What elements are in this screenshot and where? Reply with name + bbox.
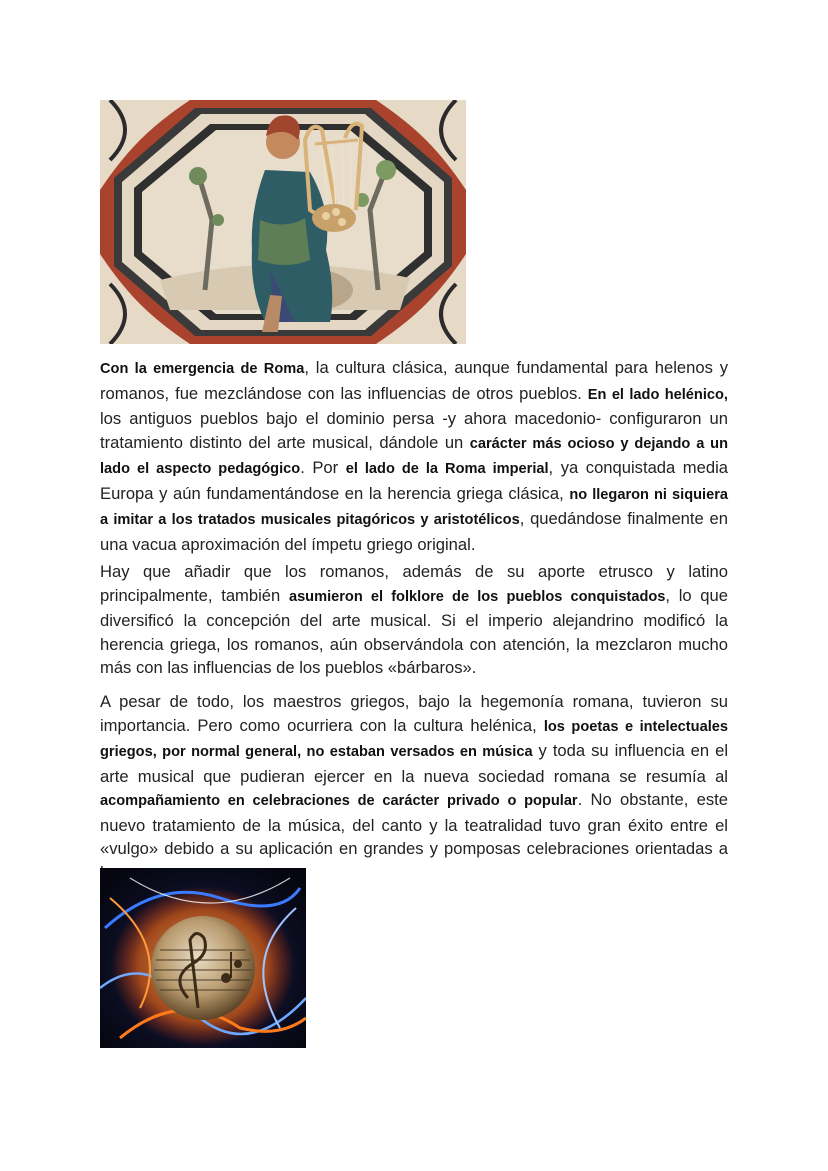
paragraph-text [100, 560, 728, 680]
text-span: , la cultura clásica, aunque fundamental para helenos y romanos, fue mezclándose con las influencias de otros pueblos. [100, 358, 728, 403]
bold-phrase: el lado de la Roma imperial [345, 461, 549, 477]
text-span: , quedándose finalmente en una vacua aproximación del ímpetu griego original. [100, 509, 728, 554]
bold-phrase: Con la emergencia de Roma [100, 361, 305, 377]
paragraph-text [100, 690, 728, 884]
bold-phrase: los poetas e intelectuales griegos, por normal general, no estaban versados en música [100, 718, 728, 760]
mosaic-lyre-player-image [100, 100, 466, 344]
paragraph-folklore [100, 560, 728, 680]
bold-phrase: carácter más ocioso y dejando a un lado el aspecto pedagógico [100, 435, 729, 477]
text-span: los antiguos pueblos bajo el dominio persa -y ahora macedonio- configuraron un tratamiento distinto del arte musical, dándole un [100, 409, 728, 452]
text-span: y toda su influencia en el arte musical que pudieran ejercer en la nueva sociedad romana se resumía al [100, 741, 728, 786]
paragraph-text [100, 356, 728, 556]
paragraph-greek-masters [100, 690, 728, 884]
bold-phrase: En el lado helénico, [587, 386, 728, 403]
energy-sphere-music-image [100, 868, 306, 1048]
bold-phrase: no llegaron ni siquiera a imitar a los tratados musicales pitagóricos y aristotélicos [100, 486, 728, 528]
text-span: , ya conquistada media Europa y aún fundamentándose en la herencia griega clásica, [100, 458, 728, 503]
text-span: A pesar de todo, los maestros griegos, bajo la hegemonía romana, tuvieron su importancia. Pero como ocurriera con la cultura helénica, [100, 692, 728, 735]
bold-phrase: acompañamiento en celebraciones de carácter privado o popular [100, 793, 578, 809]
text-span: , lo que diversificó la concepción del arte musical. Si el imperio alejandrino modificó la herencia griega, los romanos, aún observándola con atención, la mezclaron mucho más con las influencias de los pueblos «bárbaros». [100, 585, 728, 677]
paragraph-roman-emergence [100, 356, 728, 556]
text-span: Hay que añadir que los romanos, además de su aporte etrusco y latino principalmente, también [100, 562, 728, 605]
text-span: . No obstante, este nuevo tratamiento de la música, del canto y la teatralidad tuvo gran éxito entre el «vulgo» debido a su aplicación en grandes y pomposas celebraciones orientadas a [100, 790, 728, 858]
bold-phrase: asumieron el folklore de los pueblos conquistados [288, 588, 666, 605]
text-span: . Por [300, 458, 346, 477]
